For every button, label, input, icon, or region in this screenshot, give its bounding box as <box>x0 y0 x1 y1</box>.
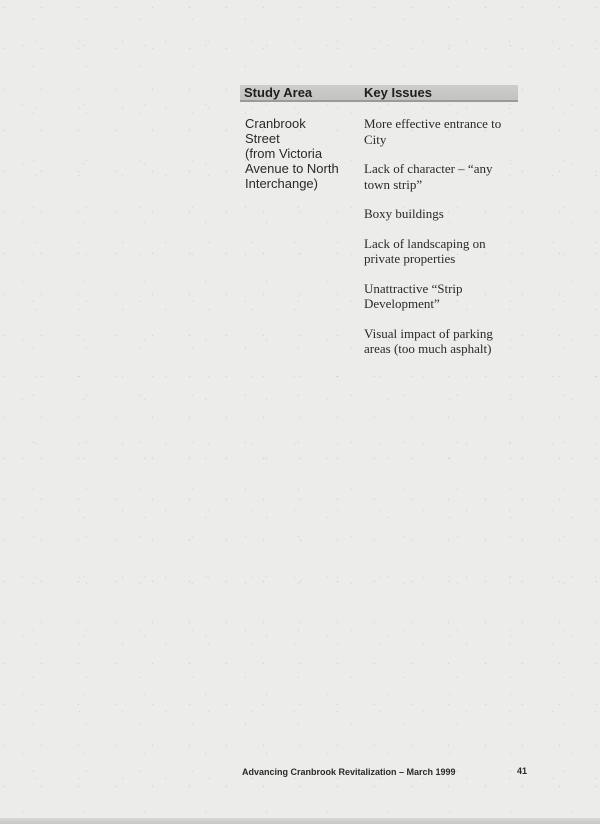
page-number: 41 <box>517 766 528 776</box>
key-issues-header: Key Issues <box>364 85 432 100</box>
key-issue-line: City <box>364 131 387 147</box>
study-area-cell <box>245 116 357 191</box>
key-issue-line: Boxy buildings <box>364 206 444 221</box>
study-area-line: Street <box>245 131 280 146</box>
page-bottom-edge <box>0 818 600 824</box>
key-issue-item <box>364 281 514 312</box>
key-issue-item <box>364 116 514 147</box>
key-issue-item <box>364 161 514 192</box>
key-issue-item <box>364 236 514 267</box>
study-area-line: Cranbrook <box>245 116 306 131</box>
key-issue-item <box>364 326 514 357</box>
study-area-header: Study Area <box>244 85 313 100</box>
key-issue-line: More effective entrance to <box>364 116 502 131</box>
key-issues-list <box>364 116 514 371</box>
key-issue-line: Development” <box>364 296 440 311</box>
study-area-line: (from Victoria <box>245 146 323 161</box>
key-issue-line: Lack of character – “any <box>364 161 493 176</box>
study-area-line: Interchange) <box>245 176 318 191</box>
key-issue-item <box>364 206 514 222</box>
key-issue-line: Visual impact of parking <box>364 325 493 341</box>
key-issue-line: Lack of landscaping on <box>364 235 486 251</box>
footer-title: Advancing Cranbrook Revitalization – March 1999 <box>242 767 456 777</box>
key-issue-line: town strip” <box>364 176 423 192</box>
key-issue-line: Unattractive “Strip <box>364 280 463 296</box>
key-issue-line: private properties <box>364 251 456 266</box>
key-issue-line: areas (too much asphalt) <box>364 341 492 356</box>
study-area-line: Avenue to North <box>245 161 339 176</box>
